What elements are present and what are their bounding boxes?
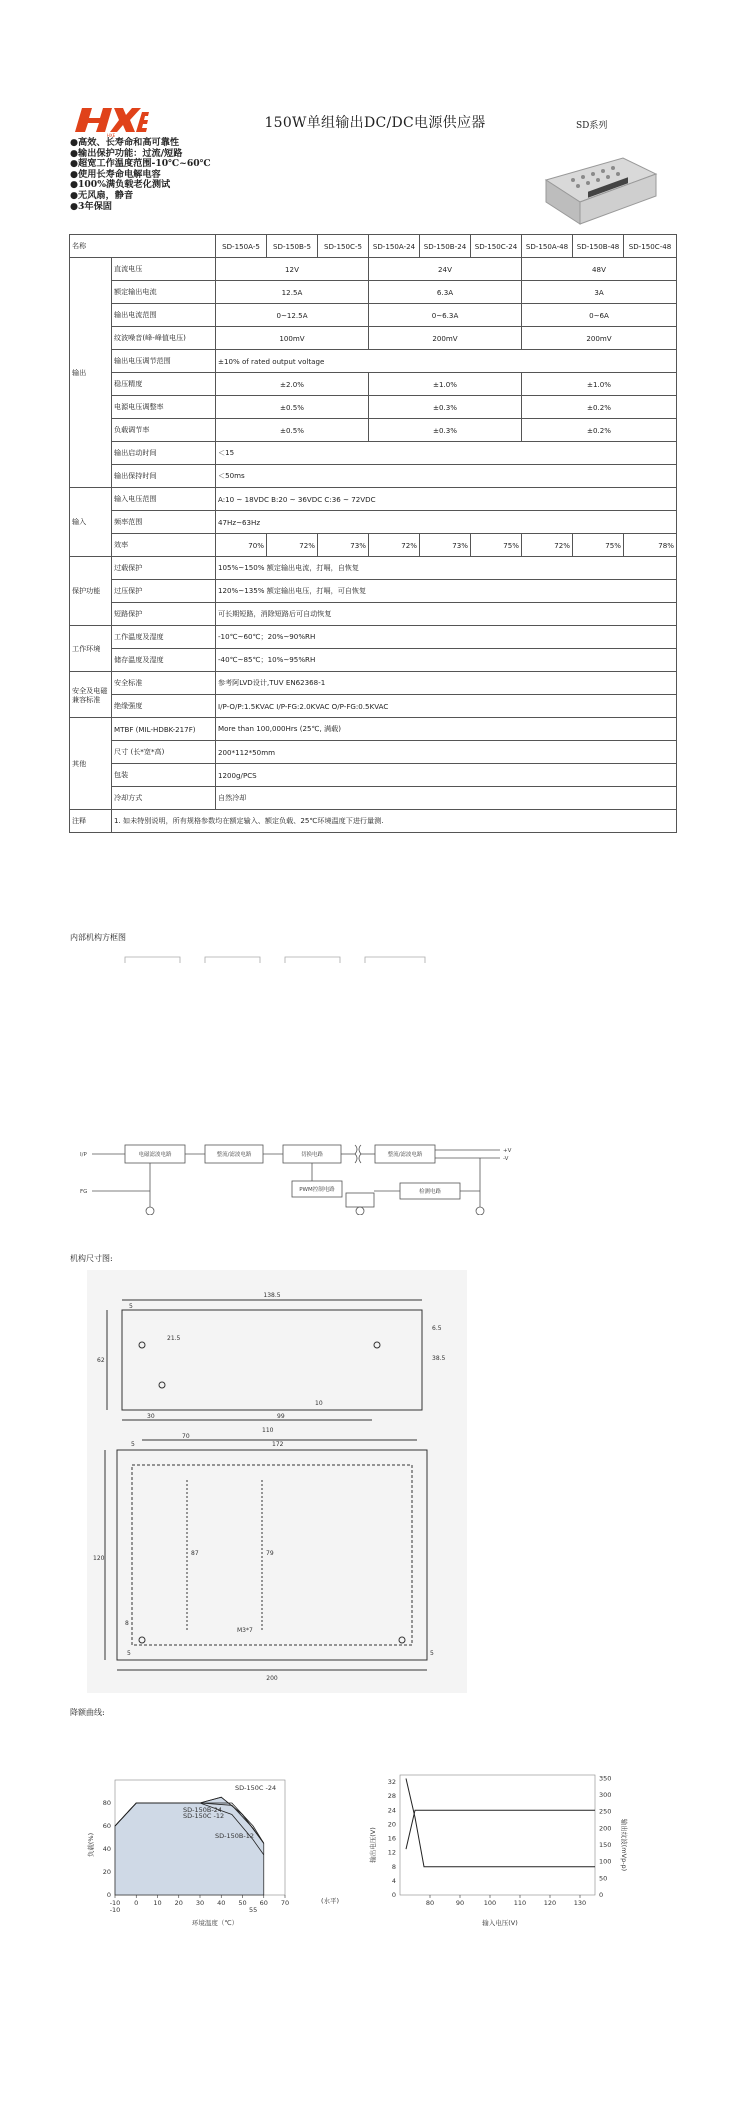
table-row [70, 672, 677, 695]
x-tick-label: 80 [425, 1899, 435, 1907]
table-row [70, 258, 677, 281]
y2-tick-label: 0 [599, 1891, 604, 1899]
series-line [406, 1810, 595, 1849]
y-tick-label: 40 [102, 1845, 111, 1853]
model-cell: SD-150A-48 [522, 235, 573, 258]
row-label: 输出电流范围 [112, 304, 216, 327]
block-label: 整流/滤波电路 [387, 1152, 423, 1158]
y2-tick-label: 250 [599, 1807, 612, 1816]
row-label: 输出电压调节范围 [112, 350, 216, 373]
group-env: 工作环境 [70, 626, 112, 672]
x-tick-label: 120 [543, 1899, 557, 1907]
cell: 24V [369, 258, 522, 281]
terminal-label: FG [80, 1189, 88, 1195]
cell: ±10% of rated output voltage [216, 350, 677, 373]
group-other: 其他 [70, 718, 112, 810]
row-label: 包装 [112, 764, 216, 787]
dim-label: 10 [315, 1400, 323, 1407]
table-row [70, 304, 677, 327]
block-diagram-heading: 内部机构方框图 [70, 933, 126, 942]
x-tick-label: 20 [174, 1899, 183, 1907]
y-tick-label: 24 [387, 1806, 396, 1815]
row-label: 负载调节率 [112, 419, 216, 442]
table-row [70, 488, 677, 511]
derating-heading: 降额曲线: [70, 1708, 105, 1717]
cell: 0~6.3A [369, 304, 522, 327]
y-tick-label: 8 [391, 1862, 396, 1871]
series-label: SD-150C -24 [235, 1784, 277, 1792]
cell: ±0.5% [216, 419, 369, 442]
row-label: 过压保护 [112, 580, 216, 603]
terminal-label: -V [503, 1156, 509, 1162]
model-cell: SD-150A-5 [216, 235, 267, 258]
table-row [70, 511, 677, 534]
table-row [70, 764, 677, 787]
table-row [70, 281, 677, 304]
cell: 0~12.5A [216, 304, 369, 327]
model-cell: SD-150A-24 [369, 235, 420, 258]
cell: A:10 ~ 18VDC B:20 ~ 36VDC C:36 ~ 72VDC [216, 488, 677, 511]
row-label: 储存温度及湿度 [112, 649, 216, 672]
x-tick-label: 0 [134, 1899, 139, 1907]
row-label: 电源电压调整率 [112, 396, 216, 419]
y-tick-label: 60 [102, 1822, 111, 1830]
cell: 75% [573, 534, 624, 557]
x-tick-label: 10 [153, 1899, 162, 1907]
y2-tick-label: 150 [599, 1841, 612, 1849]
cell: ±2.0% [216, 373, 369, 396]
y-tick-label: 28 [387, 1792, 396, 1801]
y2-tick-label: 100 [599, 1857, 612, 1866]
table-row [70, 557, 677, 580]
model-cell: SD-150B-24 [420, 235, 471, 258]
x-tick-label: 50 [238, 1899, 247, 1907]
cell: ±1.0% [369, 373, 522, 396]
row-label: 稳压精度 [112, 373, 216, 396]
dim-label: 172 [272, 1441, 284, 1448]
cell: ±0.3% [369, 419, 522, 442]
row-label: 尺寸 (长*宽*高) [112, 741, 216, 764]
y-tick-label: 20 [102, 1868, 111, 1876]
table-row [70, 580, 677, 603]
cell: 可长期短路，消除短路后可自动恢复 [216, 603, 677, 626]
table-row [70, 787, 677, 810]
feature-item: ●输出保护功能：过流/短路 [70, 147, 183, 159]
table-row [70, 649, 677, 672]
dim-label: 70 [182, 1433, 190, 1440]
x-tick-label: 100 [483, 1899, 497, 1907]
group-input: 输入 [70, 488, 112, 557]
svg-text:HXE: HXE [106, 133, 116, 138]
block-label: 整流/滤波电路 [216, 1152, 252, 1158]
cell: ±0.2% [522, 396, 677, 419]
y2-tick-label: 300 [599, 1791, 612, 1799]
name-label: 名称 [70, 235, 216, 258]
cell: 参考阿LVD设计,TUV EN62368-1 [216, 672, 677, 695]
feature-item: ●100%满负载老化测试 [70, 179, 171, 191]
x-axis-label: 环境温度（℃） [191, 1919, 239, 1927]
mechanical-heading: 机构尺寸图: [70, 1254, 113, 1263]
cell: -10℃~60℃；20%~90%RH [216, 626, 677, 649]
terminal-label: +V [503, 1148, 512, 1154]
block-label: 检测电路 [418, 1189, 442, 1195]
document-title: 150W单组输出DC/DC电源供应器 [264, 115, 486, 131]
series-label: SD-150B-24 [183, 1806, 222, 1814]
dim-label: 6.5 [432, 1325, 442, 1332]
dim-label: 21.5 [167, 1335, 181, 1342]
cell: 72% [369, 534, 420, 557]
dim-label: 5 [127, 1650, 131, 1657]
y-tick-label: 20 [387, 1820, 396, 1829]
x-tick-label: -10 [109, 1906, 121, 1914]
cell: 3A [522, 281, 677, 304]
product-photo [538, 140, 658, 230]
row-label: 过载保护 [112, 557, 216, 580]
cell: ±0.3% [369, 396, 522, 419]
model-cell: SD-150C-24 [471, 235, 522, 258]
dim-label: 110 [262, 1427, 274, 1434]
dim-label: 120 [93, 1555, 105, 1562]
table-row [70, 419, 677, 442]
cell: ＜15 [216, 442, 677, 465]
dim-label: 38.5 [432, 1355, 446, 1362]
series-label: SD系列 [576, 121, 608, 131]
model-cell: SD-150B-5 [267, 235, 318, 258]
x-tick-label: 55 [248, 1906, 258, 1914]
cell: 12V [216, 258, 369, 281]
row-label: 输出启动时间 [112, 442, 216, 465]
dim-label: M3*7 [237, 1627, 253, 1634]
cell: 72% [267, 534, 318, 557]
row-label: 冷却方式 [112, 787, 216, 810]
row-label: 效率 [112, 534, 216, 557]
dim-label: 5 [430, 1650, 434, 1657]
x-tick-label: 70 [280, 1899, 290, 1907]
dim-label: 5 [129, 1303, 133, 1310]
table-row [70, 534, 677, 557]
y-axis-label: 输出电压(V) [369, 1827, 377, 1863]
feature-item: ●高效、长寿命和高可靠性 [70, 137, 180, 148]
table-row [70, 603, 677, 626]
y-tick-label: 0 [106, 1891, 111, 1899]
row-label: 额定输出电流 [112, 281, 216, 304]
y2-tick-label: 200 [599, 1824, 612, 1833]
group-note: 注释 [70, 810, 112, 833]
row-label: 纹波噪音(峰-峰值电压) [112, 327, 216, 350]
dim-label: 62 [97, 1357, 105, 1364]
cell: 自然冷却 [216, 787, 677, 810]
cell: 200mV [522, 327, 677, 350]
x-tick-label: 30 [195, 1899, 205, 1907]
group-safety: 安全及电磁兼容标准 [70, 672, 112, 718]
row-label: 安全标准 [112, 672, 216, 695]
block-label: PWM控制电路 [299, 1187, 335, 1193]
cell: 120%~135% 额定输出电压，打嗝，可自恢复 [216, 580, 677, 603]
group-protection: 保护功能 [70, 557, 112, 626]
row-label: 工作温度及湿度 [112, 626, 216, 649]
table-row [70, 465, 677, 488]
table-row [70, 396, 677, 419]
cell: 73% [318, 534, 369, 557]
cell: 200*112*50mm [216, 741, 677, 764]
block-label: 切换电路 [300, 1152, 324, 1158]
dim-label: 5 [131, 1441, 135, 1448]
y-tick-label: 0 [391, 1891, 396, 1899]
model-cell: SD-150C-5 [318, 235, 369, 258]
spec-table [69, 234, 677, 833]
series-label: SD-150B-12 [215, 1832, 254, 1840]
cell: 0~6A [522, 304, 677, 327]
cell: 1200g/PCS [216, 764, 677, 787]
cell: I/P-O/P:1.5KVAC I/P-FG:2.0KVAC O/P-FG:0.5KVAC [216, 695, 677, 718]
cell: 70% [216, 534, 267, 557]
group-output: 输出 [70, 258, 112, 488]
y-tick-label: 16 [387, 1834, 396, 1843]
plot-frame [400, 1775, 595, 1895]
table-row [70, 327, 677, 350]
mechanical-drawing [87, 1270, 467, 1693]
y-tick-label: 32 [387, 1778, 396, 1787]
model-cell: SD-150B-48 [573, 235, 624, 258]
dim-label: 138.5 [263, 1292, 281, 1299]
dim-label: 79 [266, 1550, 274, 1557]
cell: 12.5A [216, 281, 369, 304]
cell: More than 100,000Hrs (25℃, 满载) [216, 718, 677, 741]
feature-item: ●无风扇，静音 [70, 189, 134, 201]
cell: ±0.2% [522, 419, 677, 442]
table-row [70, 695, 677, 718]
y2-axis-label: 输出纹波(mVp-p) [620, 1818, 628, 1872]
x-axis-unit: (水平) [321, 1897, 340, 1905]
y2-tick-label: 350 [599, 1774, 612, 1783]
cell: 75% [471, 534, 522, 557]
x-tick-label: 110 [513, 1899, 527, 1907]
table-row [70, 442, 677, 465]
series-line [406, 1779, 595, 1867]
dim-label: 30 [147, 1413, 155, 1420]
x-tick-label: 60 [259, 1899, 268, 1907]
dim-label: 8 [125, 1620, 129, 1627]
feature-item: ●使用长寿命电解电容 [70, 168, 161, 180]
cell: 78% [624, 534, 677, 557]
row-label: 绝缘强度 [112, 695, 216, 718]
table-row [70, 235, 677, 258]
row-label: 直流电压 [112, 258, 216, 281]
y-axis-label: 负载(%) [87, 1832, 95, 1858]
x-tick-label: 90 [455, 1899, 465, 1907]
y-tick-label: 4 [391, 1876, 396, 1885]
table-row [70, 626, 677, 649]
cell: 100mV [216, 327, 369, 350]
table-row [70, 350, 677, 373]
cell: ＜50ms [216, 465, 677, 488]
table-row [70, 718, 677, 741]
y-tick-label: 80 [102, 1799, 111, 1807]
dim-label: 87 [191, 1550, 199, 1557]
block-label: 电磁滤波电路 [138, 1152, 172, 1158]
terminal-label: I/P [80, 1152, 87, 1158]
x-axis-label: 输入电压(V) [482, 1919, 518, 1927]
note-cell: 1. 如未特别说明，所有规格参数均在额定输入、额定负载、25℃环境温度下进行量测. [112, 810, 677, 833]
row-label: 输入电压范围 [112, 488, 216, 511]
feature-item: ●超宽工作温度范围-10℃~60℃ [70, 158, 211, 170]
cell: 72% [522, 534, 573, 557]
table-row [70, 741, 677, 764]
derating-chart [85, 1760, 345, 1930]
y2-tick-label: 50 [599, 1874, 608, 1883]
cell: 200mV [369, 327, 522, 350]
x-tick-label: -10 [109, 1899, 121, 1907]
cell: -40℃~85℃；10%~95%RH [216, 649, 677, 672]
cell: ±1.0% [522, 373, 677, 396]
y-tick-label: 12 [387, 1848, 396, 1857]
row-label: 频率范围 [112, 511, 216, 534]
cell: 48V [522, 258, 677, 281]
model-cell: SD-150C-48 [624, 235, 677, 258]
table-row [70, 373, 677, 396]
series-label: SD-150C -12 [183, 1812, 225, 1820]
x-tick-label: 40 [217, 1899, 226, 1907]
cell: 105%~150% 额定输出电流，打嗝，自恢复 [216, 557, 677, 580]
dim-label: 200 [266, 1675, 278, 1682]
cell: ±0.5% [216, 396, 369, 419]
feature-list [70, 138, 211, 212]
row-label: MTBF (MIL-HDBK-217F) [112, 718, 216, 741]
voltage-chart [360, 1760, 635, 1930]
cell: 6.3A [369, 281, 522, 304]
cell: 73% [420, 534, 471, 557]
table-row [70, 810, 677, 833]
row-label: 输出保持时间 [112, 465, 216, 488]
row-label: 短路保护 [112, 603, 216, 626]
dim-label: 99 [277, 1413, 285, 1420]
x-tick-label: 130 [573, 1899, 587, 1907]
feature-item: ●3年保固 [70, 200, 112, 212]
block-diagram [70, 955, 540, 1215]
cell: 47Hz~63Hz [216, 511, 677, 534]
